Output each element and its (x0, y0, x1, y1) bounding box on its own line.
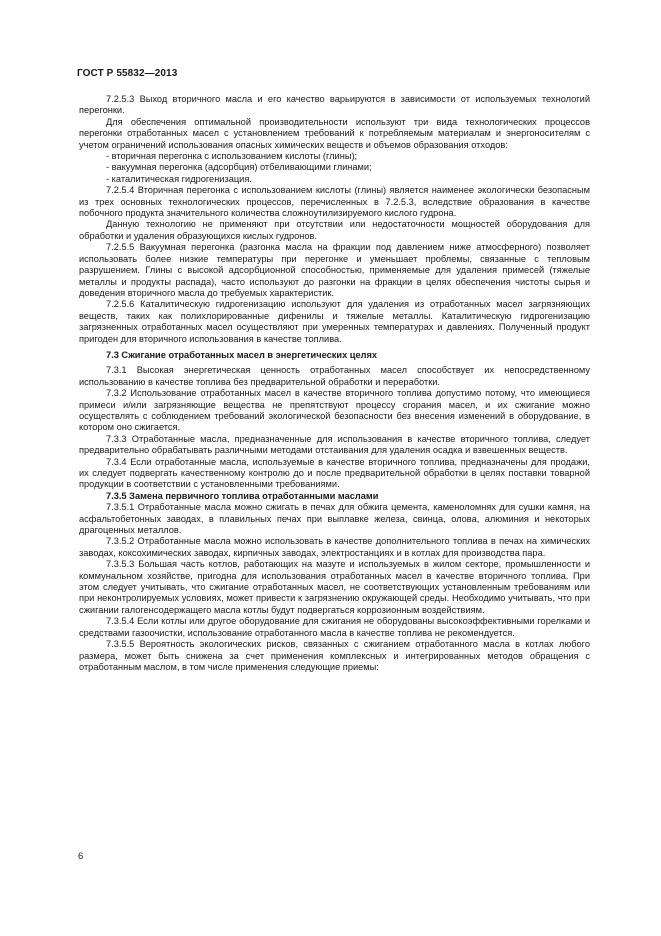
list-item: - каталитическая гидрогенизация. (106, 173, 252, 184)
paragraph-7-3-5-4: 7.3.5.4 Если котлы или другое оборудование для сжигания не оборудованы высокоэффективными горелками и средствами газоочистки, использование отработанного масла в качестве топлива не рекомендуется. (79, 616, 590, 638)
paragraph-7-3-5-1: 7.3.5.1 Отработанные масла можно сжигать в печах для обжига цемента, каменоломнях для сушки камня, на асфальтобетонных заводах, в плавильных печах при выплавке железа, свинца, олова, алюминия и некоторых драгоценных металлов. (79, 502, 590, 536)
section-heading-7-3: 7.3 Сжигание отработанных масел в энергетических целях (106, 349, 378, 360)
paragraph-7-3-2: 7.3.2 Использование отработанных масел в качестве вторичного топлива допустимо потому, что имеющиеся примеси и/или загрязняющие вещества не препятствуют процессу сгорания масел, и их сжигание можно осуществлять с соблюдением требований экологической безопасности без внесения изменений в оборудование, в котором оно сжигается. (79, 388, 590, 433)
paragraph-7-3-5-3: 7.3.5.3 Большая часть котлов, работающих на мазуте и используемых в жилом секторе, промышленности и коммунальном хозяйстве, пригодна для использования отработанных масел в качестве вторичного топлива. При этом следует учитывать, что сжигание отработанных масел, не соответствующих установленным требованиям или при неконтролируемых условиях, может привести к загрязнению окружающей среды. Необходимо учитывать, что при сжигании галогенсодержащего масла котлы будут подвергаться коррозионным воздействиям. (79, 559, 590, 615)
paragraph-7-3-4: 7.3.4 Если отработанные масла, используемые в качестве вторичного топлива, предназначены для продажи, их следует подвергать качественному контролю до и после предварительной обработки в целях поставки товарной продукции в соответствии с установленными требованиями. (79, 456, 590, 490)
paragraph-7-3-5-5: 7.3.5.5 Вероятность экологических рисков, связанных с сжиганием отработанного масла в котлах любого размера, может быть снижена за счет применения комплексных и интегрированных методов обращения с отработанным маслом, в том числе применения следующие приемы: (79, 639, 590, 672)
paragraph-7-2-5-6: 7.2.5.6 Каталитическую гидрогенизацию используют для удаления из отработанных масел загрязняющих веществ, таких как полихлорированные дифенилы и тяжелые металлы. Каталитическую гидрогенизацию загрязненных отработанных масел осуществляют при умеренных температурах и давлениях. Полученный продукт пригоден для вторичного использования в качестве топлива. (79, 299, 590, 344)
paragraph-7-3-3: 7.3.3 Отработанные масла, предназначенные для использования в качестве вторичного топлива, следует предварительно обрабатывать различными методами отстаивания для удаления осадка и взвешенных веществ. (79, 433, 590, 456)
paragraph-7-2-5-3: 7.2.5.3 Выход вторичного масла и его качество варьируются в зависимости от используемых технологий перегонки. (79, 94, 590, 116)
document-header: ГОСТ Р 55832—2013 (77, 68, 178, 79)
paragraph-7-2-5-5: 7.2.5.5 Вакуумная перегонка (разгонка масла на фракции под давлением ниже атмосферного) позволяет использовать более низкие температуры при перегонке и уменьшает проблемы, связанные с тепловым разрушением. Глины с высокой адсорбционной способностью, применяемые для удаления примесей (тяжелые металлы и продукты распада), часто используют до разгонки на фракции в целях обеспечения чистоты сырья и доведения вторичного масла до требуемых характеристик. (79, 242, 590, 298)
paragraph-technology-note: Данную технологию не применяют при отсутствии или недостаточности мощностей оборудования для обработки и удаления образующихся кислых гудронов. (79, 219, 590, 241)
paragraph-7-3-5-2: 7.3.5.2 Отработанные масла можно использовать в качестве дополнительного топлива в печах на химических заводах, коксохимических заводах, кирпичных заводах, электростанциях и в котлах для производства пара. (79, 536, 590, 558)
page-number: 6 (78, 851, 84, 862)
paragraph-7-2-5-4: 7.2.5.4 Вторичная перегонка с использованием кислоты (глины) является наименее экологически безопасным из трех основных технологических процессов, перечисленных в 7.2.5.3, вследствие образования в качестве побочного продукта значительного количества сложноутилизируемого кислого гудрона. (79, 185, 590, 219)
paragraph-7-3-1: 7.3.1 Высокая энергетическая ценность отработанных масел способствует их непосредственному использованию в качестве топлива без предварительной обработки и переработки. (79, 365, 590, 387)
list-item: - вакуумная перегонка (адсорбция) отбеливающими глинами; (106, 162, 372, 173)
paragraph-processes-intro: Для обеспечения оптимальной производительности используют три вида технологических процессов перегонки отработанных масел с установлением требований к потребляемым материалам и энергоносителям с учетом ограничений использования опасных химических веществ и объемов образования отходов: (79, 116, 590, 150)
document-body (79, 94, 590, 673)
list-item: - вторичная перегонка с использованием кислоты (глины); (106, 151, 358, 162)
subsection-heading-7-3-5: 7.3.5 Замена первичного топлива отработанными маслами (106, 490, 379, 501)
